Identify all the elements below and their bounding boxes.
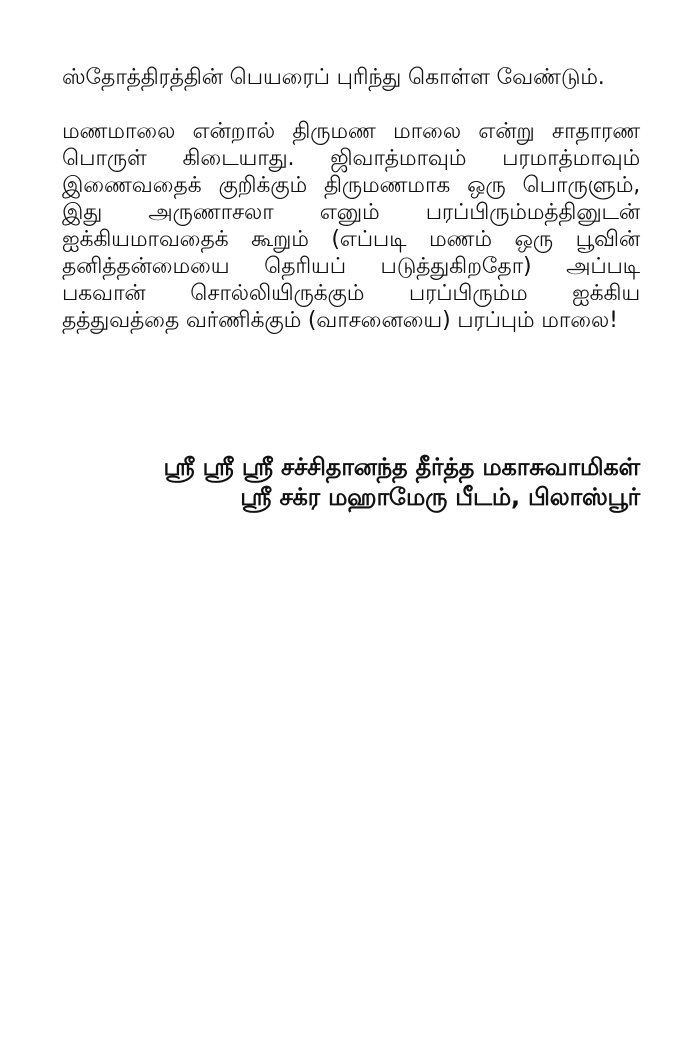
paragraph-intro: ஸ்தோத்திரத்தின் பெயரைப் புரிந்து கொள்ள வேண்டும்.: [62, 65, 605, 90]
paragraph-manamalai-meaning: மணமாலை என்றால் திருமண மாலை என்று சாதாரண பொருள் கிடையாது. ஜிவாத்மாவும் பரமாத்மாவும் இணைவதைக் குறிக்கும் திருமணமாக ஒரு பொருளும், இது அருணாசலா எனும் பரப்பிரும்மத்தினுடன் ஐக்கியமாவதைக் கூறும் (எப்படி மணம் ஒரு பூவின் தனித்தன்மையை தெரியப் படுத்துகிறதோ) அப்படி பகவான் சொல்லியிருக்கும் பரப்பிரும்ம ஐக்கிய தத்துவத்தை வர்ணிக்கும் (வாசனையை) பரப்பும் மாலை!: [62, 119, 640, 333]
document-body: [62, 64, 640, 334]
author-affiliation: ஸ்ரீ சக்ர மஹாமேரு பீடம், பிலாஸ்பூர்: [240, 483, 640, 511]
author-name: ஸ்ரீ ஸ்ரீ ஸ்ரீ சச்சிதானந்த தீர்த்த மகாசுவாமிகள்: [163, 453, 640, 481]
author-signature: [50, 452, 640, 512]
